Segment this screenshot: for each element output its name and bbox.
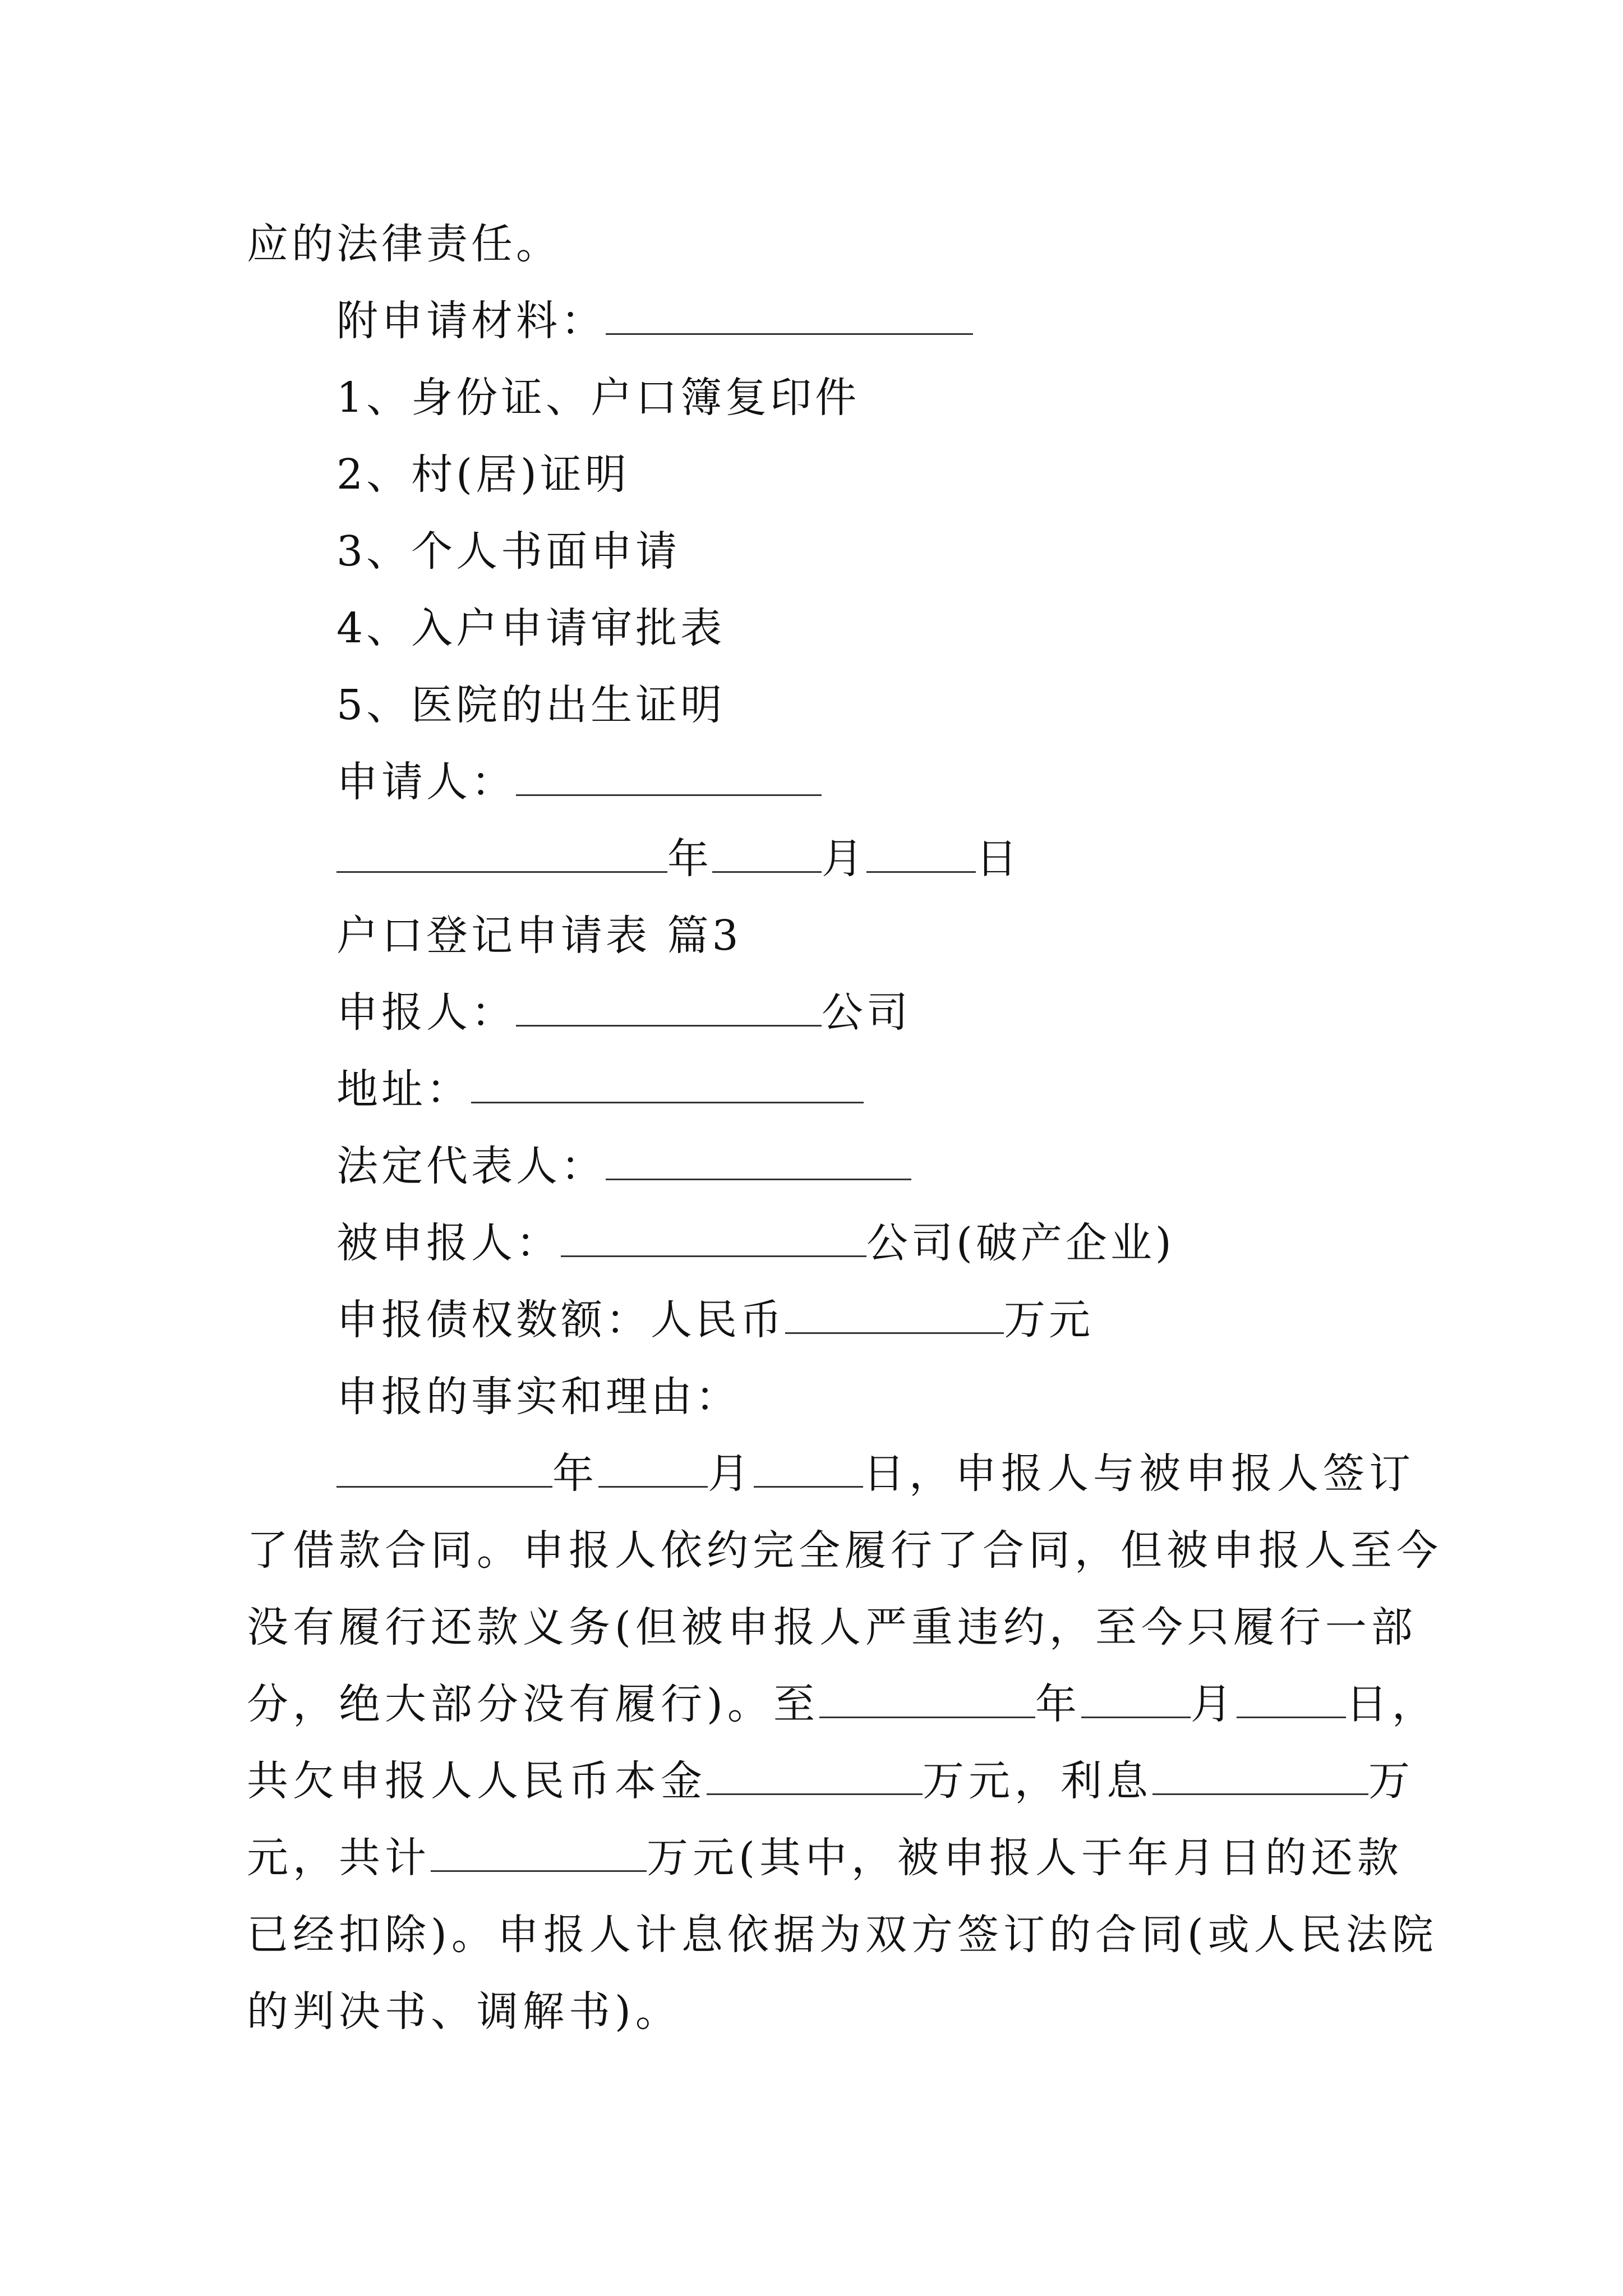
text: 日，申报人与被申报人签订	[863, 1450, 1415, 1498]
list-item	[336, 526, 680, 577]
text: 没有履行还款义务(但被申报人严重违约，至今只履行一部	[247, 1603, 1417, 1651]
fill-blank	[336, 1450, 552, 1488]
label: 申报的事实和理由：	[336, 1373, 740, 1421]
list-item-text: 2、村(居)证明	[336, 450, 630, 499]
text: 元，共计	[247, 1834, 431, 1882]
paragraph-line	[247, 1525, 1442, 1576]
fill-blank	[516, 758, 822, 796]
label: 被申报人：	[336, 1219, 561, 1267]
label: 申报人：	[336, 988, 516, 1037]
section-title	[336, 910, 742, 961]
paragraph-line	[247, 1602, 1417, 1653]
text: 日，	[1345, 1680, 1438, 1728]
text: 月	[1190, 1680, 1237, 1728]
text: 分，绝大部分没有履行)。至	[247, 1680, 819, 1728]
paragraph-line	[247, 1833, 1403, 1883]
claim-amount-line	[336, 1295, 1094, 1345]
fill-blank	[754, 1450, 863, 1488]
section-title-text: 户口登记申请表 篇3	[336, 912, 742, 960]
date-month-label: 月	[822, 835, 866, 883]
list-item	[336, 603, 725, 654]
text: 年	[552, 1450, 598, 1498]
paragraph-line	[247, 1986, 681, 2037]
fill-blank	[431, 1834, 647, 1872]
label: 申请人：	[336, 758, 516, 806]
list-item-text: 5、医院的出生证明	[336, 681, 726, 729]
label: 申报债权数额：人民币	[336, 1296, 785, 1344]
date-line	[336, 834, 1021, 884]
fill-blank	[1081, 1681, 1191, 1718]
legal-rep-line	[336, 1141, 911, 1191]
fill-blank	[1237, 1681, 1346, 1718]
text: 万	[1368, 1757, 1414, 1805]
fill-blank	[606, 297, 973, 335]
text: 万元，利息	[923, 1757, 1152, 1805]
label: 法定代表人：	[336, 1142, 606, 1190]
suffix: 公司(破产企业)	[866, 1219, 1175, 1267]
text: 月	[708, 1450, 754, 1498]
list-item	[336, 449, 630, 500]
list-item-text: 3、个人书面申请	[336, 527, 681, 576]
declarant-line	[336, 987, 911, 1038]
suffix: 万元	[1004, 1296, 1094, 1344]
label: 地址：	[336, 1065, 471, 1114]
fill-blank	[561, 1220, 866, 1257]
text: 的判决书、调解书)。	[247, 1987, 681, 2036]
label: 附申请材料：	[336, 297, 606, 345]
fill-blank	[707, 1757, 923, 1795]
paragraph-line	[247, 1756, 1414, 1806]
list-item-text: 4、入户申请审批表	[336, 604, 726, 652]
applicant-line	[336, 757, 822, 807]
respondent-line	[336, 1218, 1175, 1268]
text-line	[247, 219, 561, 269]
date-year-label: 年	[667, 835, 712, 883]
text: 应的法律责任。	[247, 220, 561, 268]
fill-blank	[785, 1296, 1004, 1334]
text: 万元(其中，被申报人于年月日的还款	[647, 1834, 1403, 1882]
list-item	[336, 680, 725, 730]
fill-blank	[712, 835, 822, 873]
paragraph-line	[247, 1679, 1438, 1729]
fill-blank	[819, 1681, 1035, 1718]
fill-blank	[866, 835, 976, 873]
text: 已经扣除)。申报人计息依据为双方签订的合同(或人民法院	[247, 1911, 1438, 1959]
fill-blank	[1152, 1757, 1368, 1795]
fill-blank	[598, 1450, 708, 1488]
text: 年	[1035, 1680, 1081, 1728]
fill-blank	[606, 1143, 911, 1180]
text: 共欠申报人人民币本金	[247, 1757, 707, 1805]
list-item-text: 1、身份证、户口簿复印件	[336, 374, 860, 422]
paragraph-line	[247, 1910, 1438, 1960]
date-day-label: 日	[976, 835, 1021, 883]
facts-heading	[336, 1372, 740, 1422]
suffix: 公司	[822, 988, 911, 1037]
fill-blank	[471, 1066, 864, 1103]
list-item	[336, 372, 860, 423]
fill-blank	[336, 835, 667, 873]
address-line	[336, 1064, 864, 1115]
fill-blank	[516, 989, 822, 1027]
paragraph-line	[336, 1448, 1415, 1499]
text: 了借款合同。申报人依约完全履行了合同，但被申报人至今	[247, 1526, 1442, 1575]
attachments-heading	[336, 296, 973, 346]
